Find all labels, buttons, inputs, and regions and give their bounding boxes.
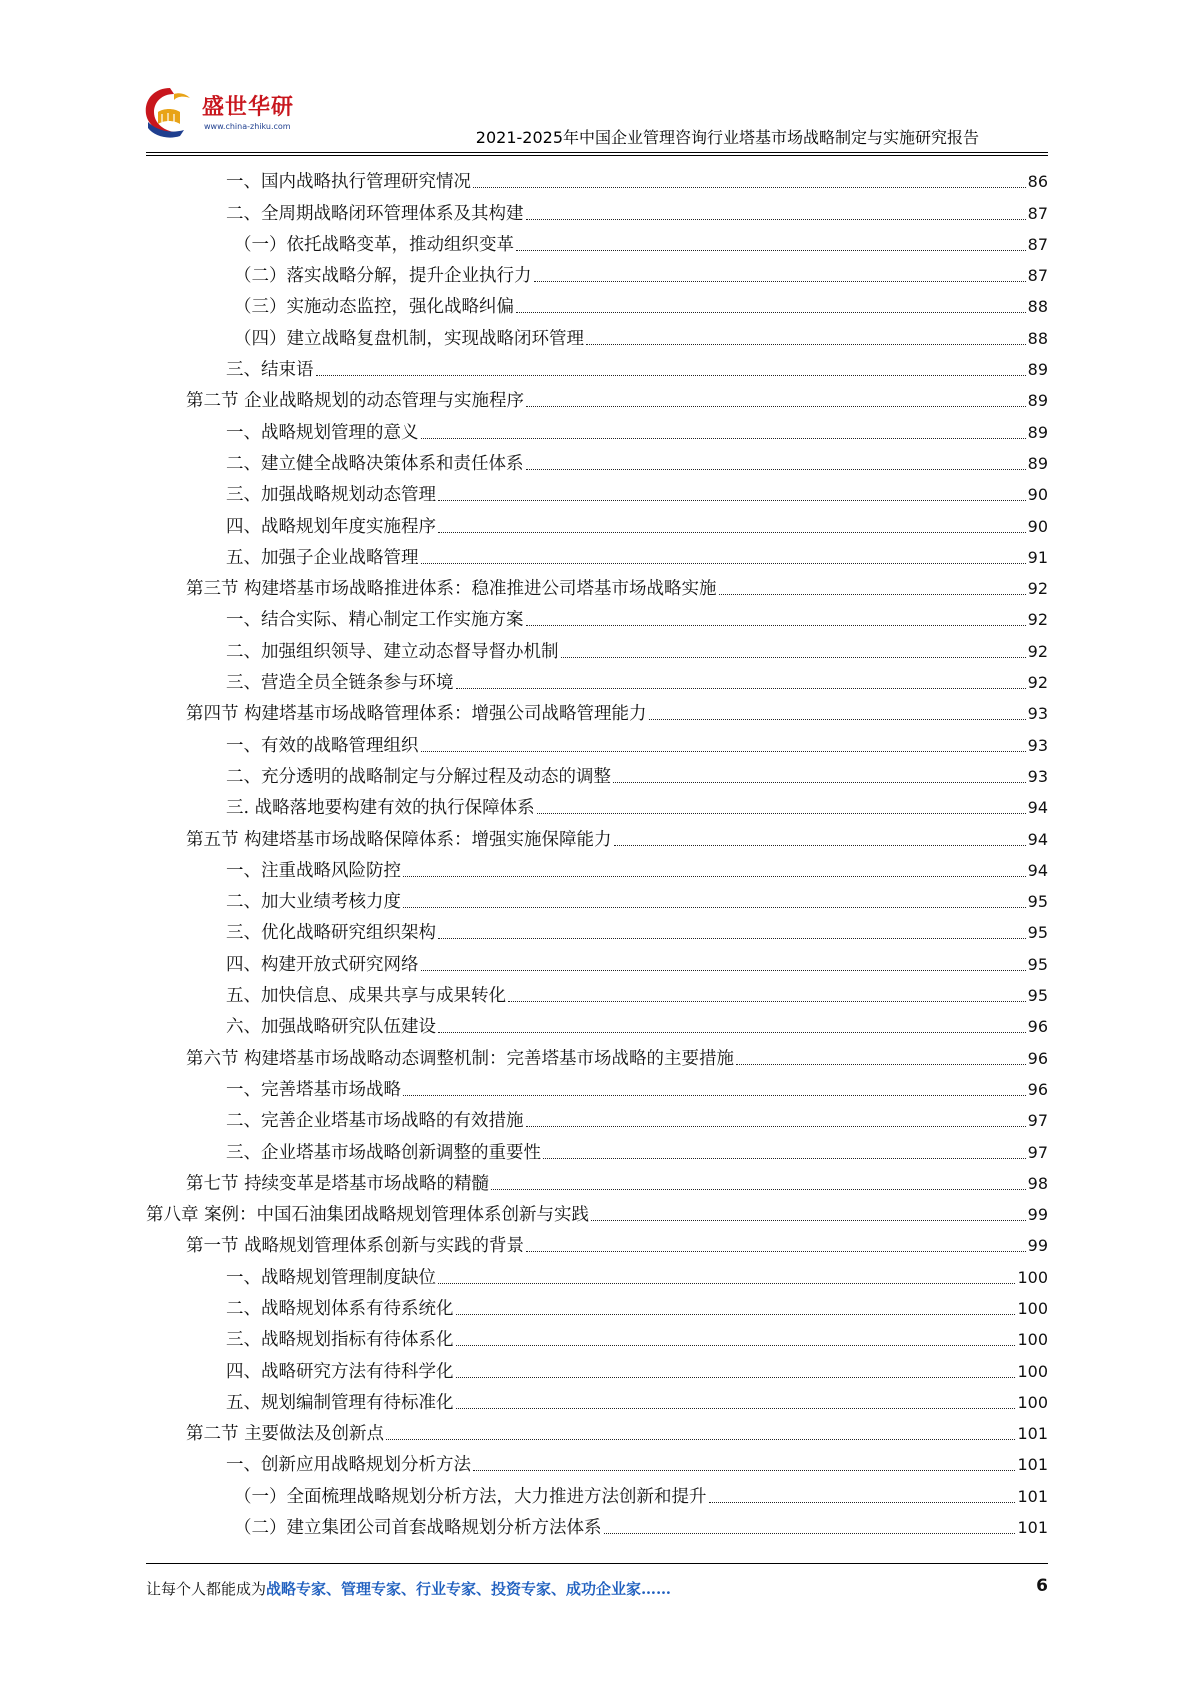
toc-entry-page: 91 <box>1027 547 1048 567</box>
toc-entry[interactable] <box>146 350 1048 381</box>
toc-entry[interactable] <box>146 1508 1048 1539</box>
toc-dot-leader <box>473 1469 1015 1471</box>
toc-entry-title: 一、战略规划管理制度缺位 <box>226 1267 436 1288</box>
toc-entry-page: 96 <box>1027 1048 1048 1068</box>
report-title: 2021-2025年中国企业管理咨询行业塔基市场战略制定与实施研究报告 <box>475 128 979 147</box>
toc-entry-page: 94 <box>1027 798 1048 818</box>
toc-entry[interactable] <box>146 1414 1048 1445</box>
toc-entry-title: （一）依托战略变革，推动组织变革 <box>234 234 514 255</box>
toc-entry-title: 四、战略规划年度实施程序 <box>226 516 436 537</box>
toc-entry-page: 92 <box>1027 673 1048 693</box>
toc-entry-title: 三. 战略落地要构建有效的执行保障体系 <box>226 798 535 819</box>
toc-entry[interactable] <box>146 1445 1048 1476</box>
toc-entry-title: 二、建立健全战略决策体系和责任体系 <box>226 453 524 474</box>
toc-entry[interactable] <box>146 694 1048 725</box>
toc-entry-page: 93 <box>1027 704 1048 724</box>
toc-entry-page: 98 <box>1027 1173 1048 1193</box>
toc-entry-page: 96 <box>1027 1017 1048 1037</box>
logo-mark-icon <box>140 82 202 142</box>
toc-entry[interactable] <box>146 444 1048 475</box>
toc-entry-page: 88 <box>1027 328 1048 348</box>
toc-entry-page: 101 <box>1017 1455 1048 1475</box>
toc-entry-page: 99 <box>1027 1205 1048 1225</box>
toc-entry-page: 87 <box>1027 234 1048 254</box>
toc-entry[interactable] <box>146 725 1048 756</box>
toc-entry-page: 90 <box>1027 485 1048 505</box>
logo-url: www.china-zhiku.com <box>204 122 291 131</box>
toc-entry[interactable] <box>146 1257 1048 1288</box>
toc-entry-page: 87 <box>1027 203 1048 223</box>
toc-entry-title: 一、国内战略执行管理研究情况 <box>226 172 471 193</box>
toc-entry-title: 一、注重战略风险防控 <box>226 860 401 881</box>
logo-name: 盛世华研 <box>202 95 295 120</box>
toc-entry-title: 三、优化战略研究组织架构 <box>226 923 436 944</box>
toc-entry-title: （二）建立集团公司首套战略规划分析方法体系 <box>234 1518 602 1539</box>
toc-dot-leader <box>508 1000 1026 1002</box>
toc-entry-title: 二、加强组织领导、建立动态督导督办机制 <box>226 641 559 662</box>
footer-divider <box>146 1563 1048 1564</box>
toc-entry-page: 95 <box>1027 986 1048 1006</box>
header-divider-secondary <box>146 155 1048 156</box>
toc-dot-leader <box>561 656 1026 658</box>
toc-entry[interactable] <box>146 976 1048 1007</box>
toc-entry-page: 95 <box>1027 954 1048 974</box>
toc-dot-leader <box>613 781 1026 783</box>
toc-dot-leader <box>386 1438 1015 1440</box>
toc-entry-title: 第四节 构建塔基市场战略管理体系：增强公司战略管理能力 <box>186 704 647 725</box>
toc-entry-title: 四、构建开放式研究网络 <box>226 954 419 975</box>
toc-dot-leader <box>586 343 1026 345</box>
toc-entry-title: 五、加强子企业战略管理 <box>226 547 419 568</box>
toc-entry-title: （一）全面梳理战略规划分析方法，大力推进方法创新和提升 <box>234 1486 707 1507</box>
toc-entry[interactable] <box>146 851 1048 882</box>
toc-entry-title: （二）落实战略分解，提升企业执行力 <box>234 266 532 287</box>
toc-entry[interactable] <box>146 256 1048 287</box>
toc-dot-leader <box>526 468 1026 470</box>
toc-entry-page: 89 <box>1027 360 1048 380</box>
toc-entry[interactable] <box>146 819 1048 850</box>
toc-entry[interactable] <box>146 600 1048 631</box>
toc-entry-page: 87 <box>1027 266 1048 286</box>
toc-entry[interactable] <box>146 757 1048 788</box>
toc-entry[interactable] <box>146 287 1048 318</box>
toc-entry[interactable] <box>146 1383 1048 1414</box>
toc-entry-page: 100 <box>1017 1267 1048 1287</box>
toc-entry-page: 96 <box>1027 1079 1048 1099</box>
toc-entry[interactable] <box>146 1226 1048 1257</box>
toc-entry[interactable] <box>146 913 1048 944</box>
toc-entry-title: 一、战略规划管理的意义 <box>226 422 419 443</box>
toc-entry-page: 93 <box>1027 735 1048 755</box>
toc-entry[interactable] <box>146 631 1048 662</box>
toc-dot-leader <box>491 1188 1026 1190</box>
toc-dot-leader <box>719 593 1026 595</box>
toc-entry-page: 100 <box>1017 1298 1048 1318</box>
toc-dot-leader <box>421 562 1026 564</box>
toc-entry-page: 89 <box>1027 391 1048 411</box>
toc-entry-title: 三、加强战略规划动态管理 <box>226 485 436 506</box>
toc-dot-leader <box>537 812 1026 814</box>
toc-entry[interactable] <box>146 1320 1048 1351</box>
toc-dot-leader <box>516 249 1026 251</box>
toc-entry-title: 二、完善企业塔基市场战略的有效措施 <box>226 1111 524 1132</box>
toc-entry-page: 93 <box>1027 766 1048 786</box>
toc-entry[interactable] <box>146 788 1048 819</box>
footer-slogan <box>146 1578 671 1599</box>
footer-slogan-prefix: 让每个人都能成为 <box>146 1580 267 1598</box>
toc-entry-title: 第七节 持续变革是塔基市场战略的精髓 <box>186 1173 490 1194</box>
toc-entry-page: 94 <box>1027 860 1048 880</box>
table-of-contents <box>146 162 1048 1539</box>
toc-entry-page: 95 <box>1027 892 1048 912</box>
toc-dot-leader <box>421 969 1026 971</box>
toc-entry[interactable] <box>146 1038 1048 1069</box>
toc-entry-title: 四、战略研究方法有待科学化 <box>226 1361 454 1382</box>
toc-entry-page: 88 <box>1027 297 1048 317</box>
toc-dot-leader <box>526 1250 1026 1252</box>
toc-entry-page: 92 <box>1027 579 1048 599</box>
toc-dot-leader <box>456 1407 1016 1409</box>
toc-entry-title: 六、加强战略研究队伍建设 <box>226 1017 436 1038</box>
toc-entry[interactable] <box>146 1070 1048 1101</box>
toc-entry[interactable] <box>146 475 1048 506</box>
toc-entry[interactable] <box>146 1132 1048 1163</box>
toc-entry-title: 二、全周期战略闭环管理体系及其构建 <box>226 203 524 224</box>
toc-entry[interactable] <box>146 193 1048 224</box>
toc-entry-page: 90 <box>1027 516 1048 536</box>
toc-entry-title: （四）建立战略复盘机制，实现战略闭环管理 <box>234 328 584 349</box>
header-divider <box>146 152 1048 153</box>
toc-entry-page: 94 <box>1027 829 1048 849</box>
toc-entry-title: 一、创新应用战略规划分析方法 <box>226 1455 471 1476</box>
toc-entry-title: 二、充分透明的战略制定与分解过程及动态的调整 <box>226 766 611 787</box>
toc-dot-leader <box>403 875 1026 877</box>
toc-entry-page: 101 <box>1017 1486 1048 1506</box>
toc-entry[interactable] <box>146 1007 1048 1038</box>
toc-entry-title: 三、结束语 <box>226 360 314 381</box>
toc-entry-title: （三）实施动态监控，强化战略纠偏 <box>234 297 514 318</box>
toc-entry[interactable] <box>146 1476 1048 1507</box>
toc-entry-title: 二、战略规划体系有待系统化 <box>226 1298 454 1319</box>
toc-entry-title: 第八章 案例：中国石油集团战略规划管理体系创新与实践 <box>146 1205 590 1226</box>
toc-dot-leader <box>456 1376 1016 1378</box>
toc-dot-leader <box>403 906 1026 908</box>
toc-dot-leader <box>526 218 1026 220</box>
toc-entry[interactable] <box>146 225 1048 256</box>
toc-entry[interactable] <box>146 1164 1048 1195</box>
toc-entry[interactable] <box>146 1101 1048 1132</box>
toc-entry[interactable] <box>146 882 1048 913</box>
toc-dot-leader <box>403 1094 1026 1096</box>
toc-entry[interactable] <box>146 944 1048 975</box>
toc-entry-page: 95 <box>1027 923 1048 943</box>
toc-dot-leader <box>604 1532 1016 1534</box>
toc-entry-title: 第一节 战略规划管理体系创新与实践的背景 <box>186 1236 525 1257</box>
toc-entry-page: 97 <box>1027 1111 1048 1131</box>
toc-dot-leader <box>421 750 1026 752</box>
toc-entry[interactable] <box>146 162 1048 193</box>
toc-entry-title: 二、加大业绩考核力度 <box>226 892 401 913</box>
toc-dot-leader <box>421 437 1026 439</box>
toc-entry-title: 三、战略规划指标有待体系化 <box>226 1330 454 1351</box>
toc-dot-leader <box>316 374 1026 376</box>
toc-dot-leader <box>473 186 1026 188</box>
toc-entry-title: 第六节 构建塔基市场战略动态调整机制：完善塔基市场战略的主要措施 <box>186 1048 735 1069</box>
toc-dot-leader <box>526 624 1026 626</box>
toc-dot-leader <box>438 1282 1015 1284</box>
toc-entry-page: 100 <box>1017 1361 1048 1381</box>
toc-entry-page: 92 <box>1027 641 1048 661</box>
toc-entry-title: 第二节 主要做法及创新点 <box>186 1424 385 1445</box>
toc-dot-leader <box>456 1344 1016 1346</box>
toc-dot-leader <box>456 687 1026 689</box>
toc-entry-page: 86 <box>1027 172 1048 192</box>
toc-entry-page: 100 <box>1017 1392 1048 1412</box>
toc-entry-title: 五、加快信息、成果共享与成果转化 <box>226 986 506 1007</box>
toc-entry[interactable] <box>146 1351 1048 1382</box>
toc-entry-page: 101 <box>1017 1424 1048 1444</box>
toc-entry-title: 第三节 构建塔基市场战略推进体系：稳准推进公司塔基市场战略实施 <box>186 579 717 600</box>
toc-entry-page: 101 <box>1017 1518 1048 1538</box>
company-logo <box>140 82 300 152</box>
toc-entry-title: 第五节 构建塔基市场战略保障体系：增强实施保障能力 <box>186 829 612 850</box>
toc-dot-leader <box>438 499 1026 501</box>
toc-entry-title: 第二节 企业战略规划的动态管理与实施程序 <box>186 391 525 412</box>
toc-entry-page: 99 <box>1027 1236 1048 1256</box>
page-header <box>0 0 1191 160</box>
toc-entry[interactable] <box>146 1195 1048 1226</box>
toc-dot-leader <box>438 937 1026 939</box>
toc-entry[interactable] <box>146 506 1048 537</box>
toc-entry[interactable] <box>146 412 1048 443</box>
toc-entry-page: 100 <box>1017 1330 1048 1350</box>
toc-dot-leader <box>526 405 1026 407</box>
toc-entry[interactable] <box>146 538 1048 569</box>
toc-dot-leader <box>438 531 1026 533</box>
toc-entry[interactable] <box>146 1289 1048 1320</box>
toc-dot-leader <box>516 311 1026 313</box>
toc-dot-leader <box>591 1219 1026 1221</box>
toc-entry[interactable] <box>146 569 1048 600</box>
toc-dot-leader <box>614 844 1026 846</box>
toc-dot-leader <box>526 1125 1026 1127</box>
toc-entry-title: 三、营造全员全链条参与环境 <box>226 673 454 694</box>
toc-dot-leader <box>736 1063 1026 1065</box>
toc-dot-leader <box>438 1031 1026 1033</box>
toc-entry-title: 五、规划编制管理有待标准化 <box>226 1392 454 1413</box>
toc-entry-title: 一、有效的战略管理组织 <box>226 735 419 756</box>
toc-entry[interactable] <box>146 381 1048 412</box>
toc-dot-leader <box>534 280 1026 282</box>
toc-entry[interactable] <box>146 318 1048 349</box>
toc-dot-leader <box>709 1501 1016 1503</box>
footer-slogan-highlight: 战略专家、管理专家、行业专家、投资专家、成功企业家…… <box>266 1580 672 1598</box>
toc-entry-page: 89 <box>1027 422 1048 442</box>
toc-entry[interactable] <box>146 663 1048 694</box>
page-number: 6 <box>1036 1576 1048 1596</box>
toc-dot-leader <box>649 718 1026 720</box>
toc-entry-title: 一、完善塔基市场战略 <box>226 1079 401 1100</box>
toc-entry-page: 92 <box>1027 610 1048 630</box>
toc-entry-title: 一、结合实际、精心制定工作实施方案 <box>226 610 524 631</box>
toc-entry-page: 97 <box>1027 1142 1048 1162</box>
toc-entry-title: 三、企业塔基市场战略创新调整的重要性 <box>226 1142 541 1163</box>
toc-dot-leader <box>543 1157 1026 1159</box>
toc-entry-page: 89 <box>1027 453 1048 473</box>
toc-dot-leader <box>456 1313 1016 1315</box>
